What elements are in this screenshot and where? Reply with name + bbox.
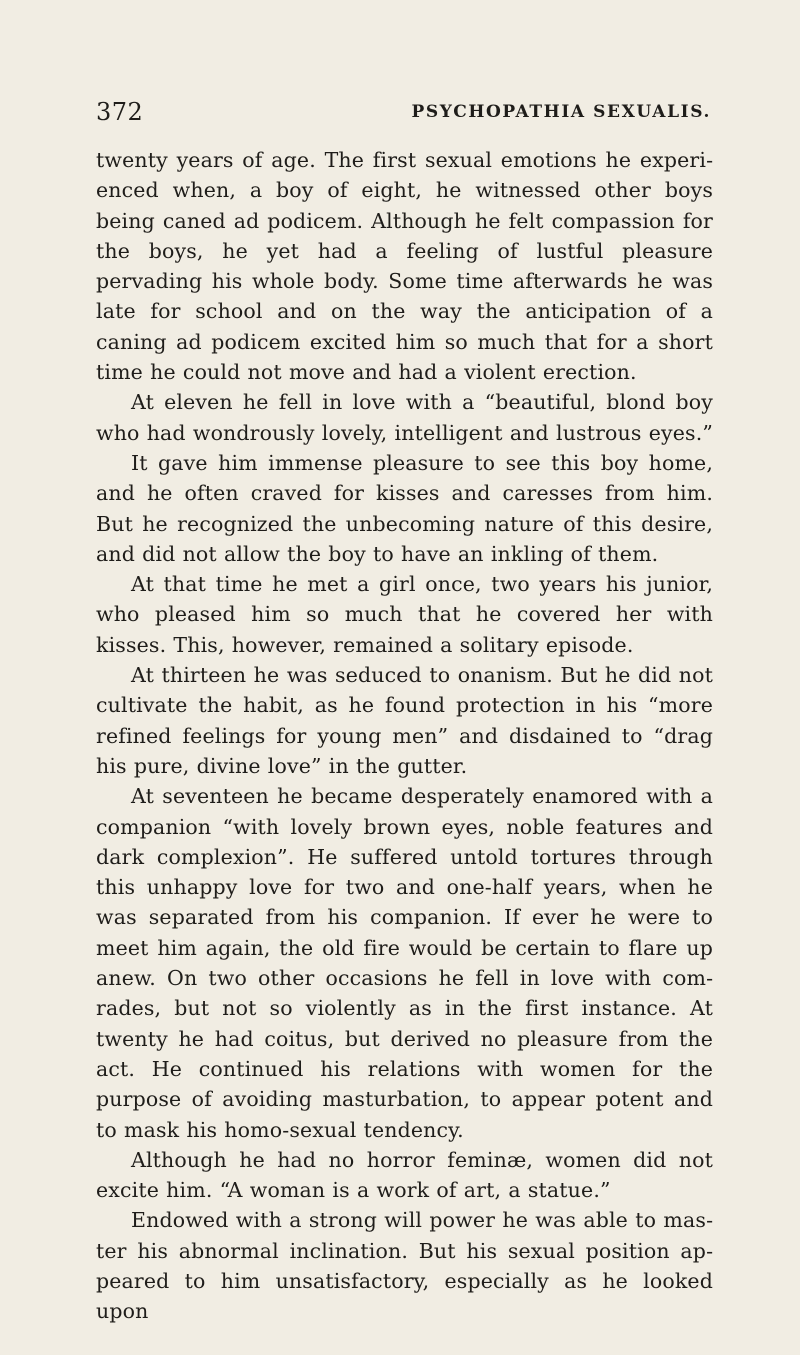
running-title: PSYCHOPATHIA SEXUALIS. <box>411 102 711 122</box>
paragraph: At seventeen he became desperately enamored with a companion “with lovely brown eyes, noble features and dark complexion”. He suffered untold tortures through this unhappy love for two and one-half years, when he was separated from his companion. If ever he were to meet him again, the old fire would be certain to flare up anew. On two other occasions he fell in love with comrades, but not so violently as in the first instance. At twenty he had coitus, but derived no pleasure from the act. He continued his relations with women for the purpose of avoiding masturbation, to appear potent and to mask his homo-sexual tendency. <box>96 784 713 1142</box>
paragraph: At thirteen he was seduced to onanism. But he did not cultivate the habit, as he found protection in his “more refined feelings for young men” and disdained to “drag his pure, divine love” in the gutter. <box>96 663 713 778</box>
paragraph: At eleven he fell in love with a “beautiful, blond boy who had wondrously lovely, intelligent and lustrous eyes.” <box>96 390 713 445</box>
paragraph: Although he had no horror feminæ, women did not excite him. “A woman is a work of art, a statue.” <box>96 1147 713 1203</box>
page-header <box>96 98 711 132</box>
paragraph: It gave him immense pleasure to see this boy home, and he often craved for kisses and caresses from him. But he recognized the unbecoming nature of this desire, and did not allow the boy to have an inkling of them. <box>96 450 713 566</box>
paragraph: Endowed with a strong will power he was able to master his abnormal inclination. But his sexual position appeared to him unsatisfactory, especially as he looked upon <box>96 1208 713 1324</box>
paragraph: twenty years of age. The first sexual emotions he experienced when, a boy of eight, he witnessed other boys being caned ad podicem. Although he felt compassion for the boys, he yet had a feeling of lustful pleasure pervading his whole body. Some time afterwards he was late for school and on the way the anticipation of a caning ad podicem excited him so much that for a short time he could not move and had a violent erection. <box>96 148 713 385</box>
paragraph: At that time he met a girl once, two years his junior, who pleased him so much that he covered her with kisses. This, however, remained a solitary episode. <box>96 572 713 657</box>
body-text <box>96 145 713 1327</box>
page-number: 372 <box>96 98 144 126</box>
